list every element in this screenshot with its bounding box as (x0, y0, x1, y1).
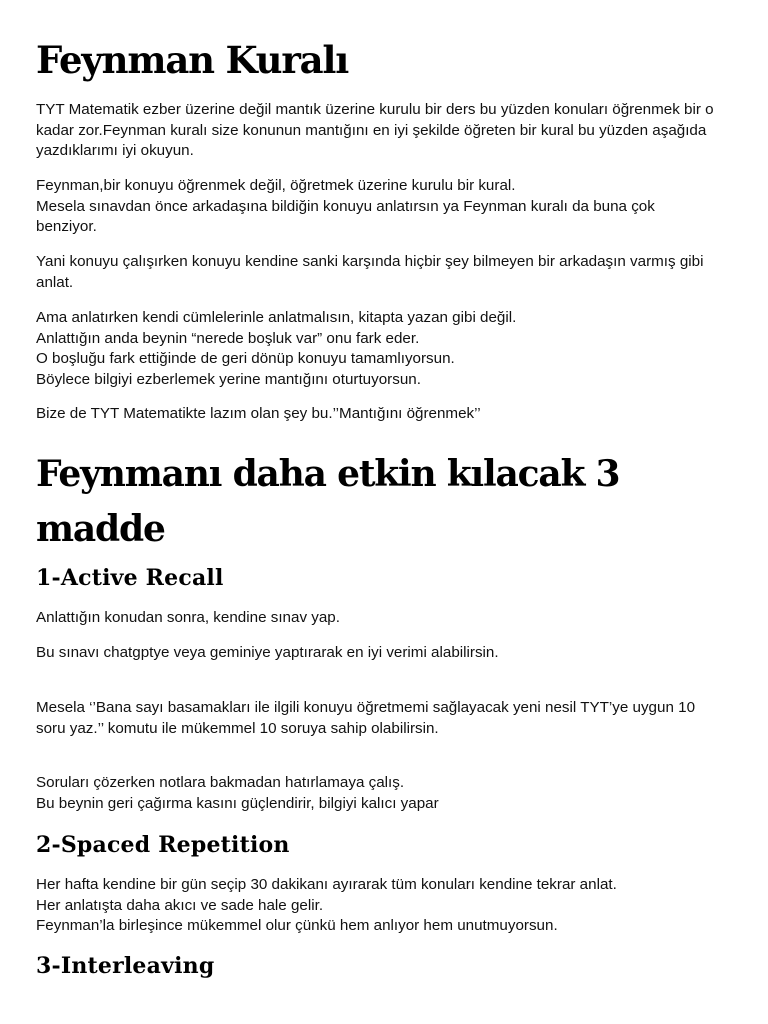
text-line: Her hafta kendine bir gün seçip 30 dakikanı ayırarak tüm konuları kendine tekrar anlat. (36, 876, 617, 893)
text-line: benziyor. (36, 218, 97, 235)
text-line: Feynman,bir konuyu öğrenmek değil, öğretmek üzerine kurulu bir kural. (36, 177, 516, 194)
text-line: Ama anlatırken kendi cümlelerinle anlatmalısın, kitapta yazan gibi değil. (36, 309, 517, 326)
text-line: Bu beynin geri çağırma kasını güçlendirir, bilgiyi kalıcı yapar (36, 794, 439, 812)
text-line: Feynman’la birleşince mükemmel olur çünkü hem anlıyor hem unutmuyorsun. (36, 917, 558, 934)
text-line: kadar zor.Feynman kuralı size konunun mantığını en iyi şekilde öğreten bir kural bu yüzden aşağıda (36, 121, 707, 139)
page-title: Feynman Kuralı (36, 38, 349, 82)
heading-spaced-repetition: 2-Spaced Repetition (36, 832, 290, 858)
intro-paragraph-3 (36, 252, 736, 293)
text-line: Böylece bilgiyi ezberlemek yerine mantığını oturtuyorsun. (36, 370, 421, 388)
heading-active-recall: 1-Active Recall (36, 565, 224, 591)
text-line: O boşluğu fark ettiğinde de geri dönüp konuyu tamamlıyorsun. (36, 350, 455, 367)
active-recall-paragraph-4 (36, 773, 736, 814)
text-line: Anlattığın anda beynin “nerede boşluk var” onu fark eder. (36, 329, 420, 347)
text-line: Mesela ‘’Bana sayı basamakları ile ilgili konuyu öğretmemi sağlayacak yeni nesil TYT’ye uygun 10 (36, 699, 696, 716)
text-line: soru yaz.’’ komutu ile mükemmel 10 soruya sahip olabilirsin. (36, 719, 439, 737)
text-line: Yani konuyu çalışırken konuyu kendine sanki karşında hiçbir şey bilmeyen bir arkadaşın varmış gibi (36, 253, 704, 270)
text-line: yazdıklarımı iyi okuyun. (36, 142, 194, 159)
intro-paragraph-4 (36, 308, 736, 390)
text-line: anlat. (36, 273, 74, 291)
active-recall-paragraph-3 (36, 698, 736, 739)
heading-interleaving: 3-Interleaving (36, 953, 215, 979)
text-line: Soruları çözerken notlara bakmadan hatırlamaya çalış. (36, 774, 405, 791)
section-title-line: Feynmanı daha etkin kılacak 3 (36, 453, 620, 495)
section-title-line: madde (36, 508, 165, 550)
active-recall-paragraph-2: Bu sınavı chatgptye veya geminiye yaptırarak en iyi verimi alabilirsin. (36, 644, 499, 661)
text-line: TYT Matematik ezber üzerine değil mantık üzerine kurulu bir ders bu yüzden konuları öğrenmek bir o (36, 101, 714, 118)
text-line: Her anlatışta daha akıcı ve sade hale gelir. (36, 896, 324, 914)
text-line: Mesela sınavdan önce arkadaşına bildiğin konuyu anlatırsın ya Feynman kuralı da buna çok (36, 197, 655, 215)
intro-paragraph-5: Bize de TYT Matematikte lazım olan şey bu.’’Mantığını öğrenmek’’ (36, 405, 481, 422)
section-title (36, 447, 736, 557)
intro-paragraph-2 (36, 176, 736, 238)
spaced-repetition-paragraph (36, 875, 736, 937)
intro-paragraph-1 (36, 100, 736, 162)
active-recall-paragraph-1: Anlattığın konudan sonra, kendine sınav yap. (36, 609, 340, 626)
